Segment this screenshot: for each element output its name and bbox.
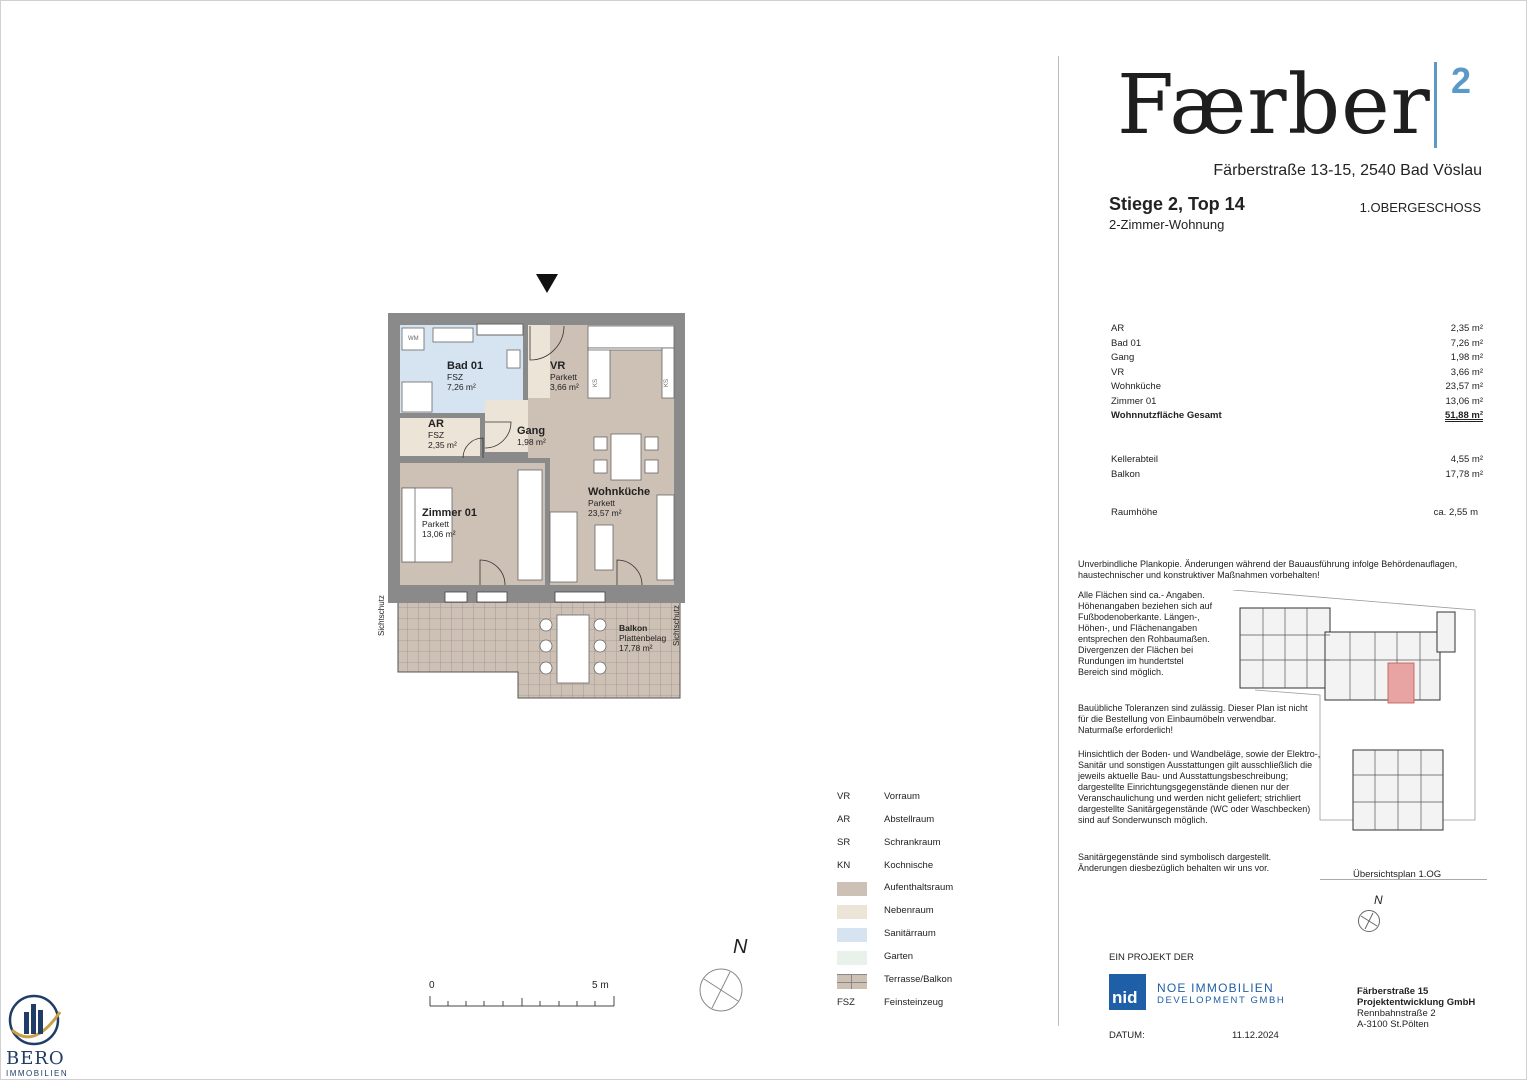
- vertical-divider: [1058, 56, 1059, 1026]
- privacy-screen-left-label: Sichtschutz: [377, 595, 386, 636]
- area-row: Balkon 17,78 m²: [1111, 469, 1483, 480]
- area-total-row: Wohnnutzfläche Gesamt 51,88 m²: [1111, 410, 1483, 421]
- note-disclaimer: Unverbindliche Plankopie. Änderungen während der Bauausführung infolge Behördenauflagen, haustechnischer und konstruktiver Maßnahmen vorbehalten!: [1078, 559, 1458, 580]
- brand-logo: [1117, 58, 1431, 153]
- kitchen-label-left: KS: [593, 378, 600, 388]
- company-block: Färberstraße 15 Projektentwicklung GmbH Rennbahnstraße 2 A-3100 St.Pölten: [1357, 986, 1476, 1030]
- privacy-screen-right-label: Sichtschutz: [672, 605, 681, 646]
- developer-name: NOE IMMOBILIEN DEVELOPMENT GMBH: [1157, 981, 1286, 1006]
- date-value: 11.12.2024: [1232, 1030, 1279, 1041]
- room-label-ar: AR FSZ 2,35 m²: [428, 418, 457, 450]
- area-row: Wohnküche 23,57 m²: [1111, 381, 1483, 392]
- project-by-label: EIN PROJEKT DER: [1109, 952, 1194, 963]
- room-label-bad: Bad 01 FSZ 7,26 m²: [447, 360, 484, 392]
- legend-swatch: [837, 951, 867, 965]
- washing-machine-label: WM: [408, 336, 419, 342]
- north-compass-icon: [698, 967, 744, 1013]
- scale-end-label: 5 m: [592, 980, 609, 991]
- bero-logo-sub: IMMOBILIEN: [6, 1069, 69, 1078]
- nid-logo-mark: nid: [1112, 988, 1138, 1007]
- bero-logo-icon: [4, 990, 64, 1046]
- area-row: Zimmer 01 13,06 m²: [1111, 396, 1483, 407]
- legend-swatch: [837, 974, 867, 989]
- north-label: N: [733, 936, 748, 958]
- scale-start-label: 0: [429, 980, 435, 991]
- legend-swatch: [837, 928, 867, 942]
- entrance-arrow-icon: [536, 274, 558, 294]
- area-row: Gang 1,98 m²: [1111, 352, 1483, 363]
- overview-site-plan: [1225, 590, 1487, 880]
- overview-highlight: [1388, 663, 1414, 703]
- brand-divider: [1434, 62, 1437, 148]
- room-label-balkon: Balkon Plattenbelag 17,78 m²: [619, 623, 667, 653]
- legend-swatch: [837, 905, 867, 919]
- note-areas: Alle Flächen sind ca.- Angaben. Höhenangaben beziehen sich auf Fußbodenoberkante. Längen-, Höhen-, und Flächenangaben entsprechen den Rohbaumaßen. Divergenzen der Flächen bei Rundungen im hundertstel Bereich sind möglich.: [1078, 590, 1213, 677]
- area-row: AR 2,35 m²: [1111, 323, 1483, 334]
- room-label-wohn: Wohnküche Parkett 23,57 m²: [588, 486, 651, 518]
- note-tolerances: Bauübliche Toleranzen sind zulässig. Dieser Plan ist nicht für die Bestellung von Einbaumöbeln verwendbar. Naturmaße erforderlich!: [1078, 703, 1308, 735]
- compass-icon: [1357, 909, 1381, 933]
- bero-logo-name: BERO: [6, 1048, 65, 1069]
- unit-type: 2-Zimmer-Wohnung: [1109, 217, 1225, 232]
- note-sanitary: Sanitärgegenstände sind symbolisch dargestellt. Änderungen diesbezüglich behalten wir uns vor.: [1078, 852, 1272, 873]
- overview-label: Übersichtsplan 1.OG: [1353, 869, 1442, 880]
- unit-floor: 1.OBERGESCHOSS: [1359, 200, 1481, 215]
- area-row: Bad 01 7,26 m²: [1111, 338, 1483, 349]
- area-row: VR 3,66 m²: [1111, 367, 1483, 378]
- brand-name: Færber: [1117, 58, 1431, 153]
- address: Färberstraße 13-15, 2540 Bad Vöslau: [1213, 162, 1482, 179]
- area-row: Kellerabteil 4,55 m²: [1111, 454, 1483, 465]
- legend-swatch: [837, 882, 867, 896]
- brand-number: 2: [1451, 60, 1472, 101]
- kitchen-label-right: KS: [664, 378, 671, 388]
- scale-bar: [428, 992, 618, 1008]
- room-label-vr: VR Parkett 3,66 m²: [550, 360, 579, 392]
- unit-title: Stiege 2, Top 14: [1109, 194, 1245, 214]
- date-label: DATUM:: [1109, 1030, 1145, 1041]
- overview-north-label: N: [1374, 893, 1383, 907]
- room-label-zimmer: Zimmer 01 Parkett 13,06 m²: [422, 507, 478, 539]
- note-finishes: Hinsichtlich der Boden- und Wandbeläge, sowie der Elektro-, Sanitär und sonstigen Ausstattungen gilt ausschließlich die jeweils aktuelle Bau- und Ausstattungsbeschreibung; dargestellte Einrichtungsgegenstände dienen nur der Veranschaulichung und werden nicht geliefert; strichliert dargestellte Sanitärgegenstände (WC oder Waschbecken) sind auf Sonderwunsch möglich.: [1078, 749, 1321, 825]
- height-row: Raumhöhe ca. 2,55 m: [1111, 507, 1478, 518]
- nid-logo: [1109, 974, 1146, 1010]
- room-label-gang: Gang 1,98 m²: [517, 425, 546, 447]
